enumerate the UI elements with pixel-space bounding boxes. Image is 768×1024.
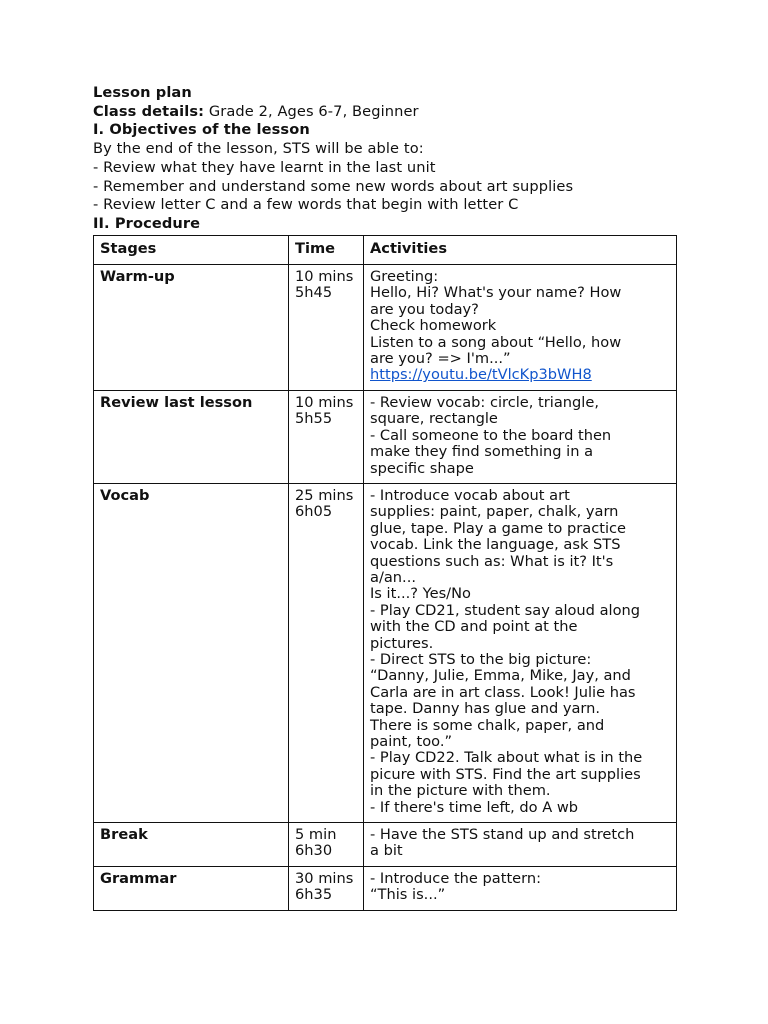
time-cell	[289, 265, 364, 391]
activity-line: are you today?	[370, 300, 479, 318]
activity-line: square, rectangle	[370, 410, 498, 428]
time-line: 10 mins	[295, 393, 354, 411]
activity-line: specific shape	[370, 459, 474, 477]
activity-line: “Danny, Julie, Emma, Mike, Jay, and	[370, 667, 631, 685]
table-row	[94, 265, 677, 391]
table-row	[94, 823, 677, 867]
objective-item: - Review what they have learnt in the last unit	[93, 158, 436, 176]
stage-cell: Review last lesson	[94, 390, 289, 483]
activity-line: - Introduce the pattern:	[370, 869, 542, 887]
table-header-row	[94, 235, 677, 264]
activity-line: - Review vocab: circle, triangle,	[370, 393, 599, 411]
activity-line: Hello, Hi? What's your name? How	[370, 284, 622, 302]
activity-line: - Introduce vocab about art	[370, 486, 570, 504]
activity-line: Carla are in art class. Look! Julie has	[370, 683, 636, 701]
objective-item: - Review letter C and a few words that begin with letter C	[93, 196, 519, 214]
activity-line: questions such as: What is it? It's	[370, 552, 614, 570]
time-line: 5h55	[295, 410, 333, 428]
time-line: 5h45	[295, 284, 333, 302]
activity-line: in the picture with them.	[370, 782, 551, 800]
activity-line: Is it...? Yes/No	[370, 585, 471, 603]
class-details-value: Grade 2, Ages 6-7, Beginner	[204, 102, 419, 120]
doc-title: Lesson plan	[93, 84, 192, 101]
activity-line: vocab. Link the language, ask STS	[370, 536, 621, 554]
table-row	[94, 390, 677, 483]
activity-line: a/an...	[370, 568, 416, 586]
header-activities: Activities	[364, 235, 677, 264]
objectives-heading: I. Objectives of the lesson	[93, 121, 310, 139]
activities-cell	[364, 483, 677, 822]
activity-line: Listen to a song about “Hello, how	[370, 333, 622, 351]
activity-line: with the CD and point at the	[370, 618, 578, 636]
activity-line: are you? => I'm...”	[370, 350, 511, 368]
activity-line: Greeting:	[370, 268, 439, 286]
time-line: 25 mins	[295, 486, 354, 504]
activity-line: supplies: paint, paper, chalk, yarn	[370, 503, 619, 521]
time-line: 30 mins	[295, 869, 354, 887]
stage-cell: Grammar	[94, 866, 289, 910]
objective-item: - Remember and understand some new words about art supplies	[93, 177, 574, 195]
time-cell	[289, 390, 364, 483]
activity-line: pictures.	[370, 634, 434, 652]
time-line: 6h30	[295, 842, 333, 860]
activities-cell	[364, 265, 677, 391]
table-row	[94, 483, 677, 822]
time-line: 6h05	[295, 503, 333, 521]
stage-cell: Warm-up	[94, 265, 289, 391]
time-line: 10 mins	[295, 268, 354, 286]
song-video-link[interactable]: https://youtu.be/tVlcKp3bWH8	[370, 366, 592, 384]
activity-line: - Direct STS to the big picture:	[370, 650, 592, 668]
stage-cell: Break	[94, 823, 289, 867]
time-cell	[289, 823, 364, 867]
activities-cell	[364, 823, 677, 867]
class-details-label: Class details:	[93, 102, 205, 120]
activity-line: - If there's time left, do A wb	[370, 798, 579, 816]
activity-line: a bit	[370, 842, 403, 860]
activities-cell	[364, 866, 677, 910]
activity-line: paint, too.”	[370, 733, 453, 750]
activity-line: There is some chalk, paper, and	[370, 716, 605, 734]
activity-line: tape. Danny has glue and yarn.	[370, 700, 601, 718]
activity-line: make they find something in a	[370, 443, 594, 461]
lesson-plan-document	[93, 84, 677, 911]
activities-cell	[364, 390, 677, 483]
activity-line: - Play CD22. Talk about what is in the	[370, 749, 643, 767]
procedure-heading: II. Procedure	[93, 214, 201, 232]
time-cell	[289, 483, 364, 822]
time-line: 5 min	[295, 826, 337, 844]
activity-line: Check homework	[370, 317, 497, 335]
activity-line: - Play CD21, student say aloud along	[370, 601, 641, 619]
procedure-table	[93, 235, 677, 911]
time-line: 6h35	[295, 886, 333, 904]
time-cell	[289, 866, 364, 910]
activity-line: glue, tape. Play a game to practice	[370, 519, 627, 537]
table-row	[94, 866, 677, 910]
activity-line: - Have the STS stand up and stretch	[370, 826, 635, 844]
activity-line: - Call someone to the board then	[370, 426, 612, 444]
header-time: Time	[289, 235, 364, 264]
activity-line: “This is...”	[370, 886, 446, 904]
class-details	[93, 103, 677, 122]
activity-line: picure with STS. Find the art supplies	[370, 765, 641, 783]
stage-cell: Vocab	[94, 483, 289, 822]
objectives-intro: By the end of the lesson, STS will be able to:	[93, 140, 424, 158]
header-stages: Stages	[94, 235, 289, 264]
